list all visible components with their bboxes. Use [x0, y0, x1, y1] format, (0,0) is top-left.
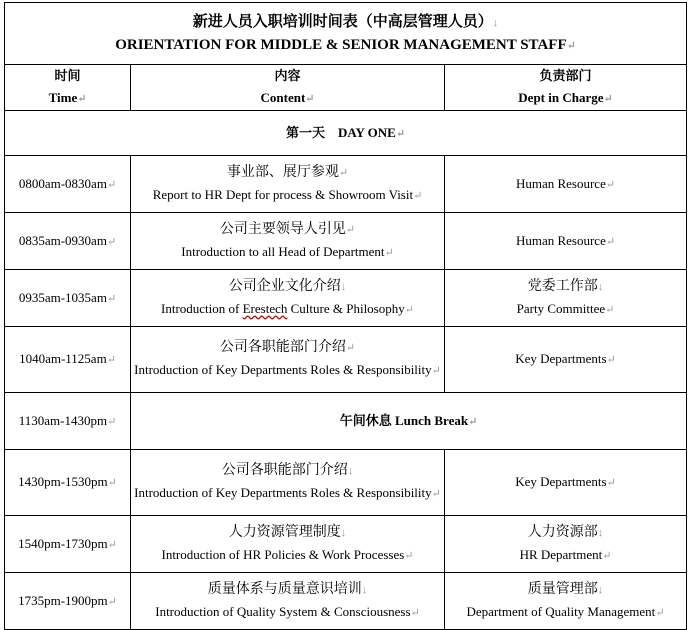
dept-cell: Key Departments↵	[445, 450, 687, 516]
table-row	[5, 573, 687, 630]
time-cell: 0835am-0930am↵	[5, 213, 131, 270]
dept-cell: 党委工作部↓ Party Committee↵	[445, 270, 687, 327]
content-cell: 公司各职能部门介绍↵ Introduction of Key Departments Roles & Responsibility↵	[131, 327, 445, 393]
lunch-break-cell: 午间休息 Lunch Break↵	[131, 393, 687, 450]
table-row	[5, 270, 687, 327]
orientation-schedule-table	[4, 2, 687, 630]
title-zh: 新进人员入职培训时间表（中高层管理人员）	[192, 13, 493, 30]
table-row	[5, 156, 687, 213]
time-cell: 1040am-1125am↵	[5, 327, 131, 393]
title-row	[5, 3, 687, 65]
spellcheck-word: Erestech	[242, 300, 288, 316]
table-row	[5, 450, 687, 516]
dept-cell: Key Departments↵	[445, 327, 687, 393]
table-row	[5, 213, 687, 270]
dept-cell: Human Resource↵	[445, 156, 687, 213]
content-cell: 公司主要领导人引见↵ Introduction to all Head of Department↵	[131, 213, 445, 270]
time-cell: 1540pm-1730pm↵	[5, 516, 131, 573]
header-content: 内容 Content↵	[131, 65, 445, 111]
time-cell: 1735pm-1900pm↵	[5, 573, 131, 630]
day-one-heading: 第一天 DAY ONE↵	[5, 111, 687, 156]
table-row	[5, 327, 687, 393]
dept-cell: 人力资源部↓ HR Department↵	[445, 516, 687, 573]
content-cell: 质量体系与质量意识培训↓ Introduction of Quality System & Consciousness↵	[131, 573, 445, 630]
time-cell: 1130am-1430pm↵	[5, 393, 131, 450]
header-dept: 负责部门 Dept in Charge↵	[445, 65, 687, 111]
day-one-row	[5, 111, 687, 156]
time-cell: 0800am-0830am↵	[5, 156, 131, 213]
title-en: ORIENTATION FOR MIDDLE & SENIOR MANAGEMENT STAFF	[115, 36, 567, 53]
dept-cell: Human Resource↵	[445, 213, 687, 270]
header-row	[5, 65, 687, 111]
table-row	[5, 516, 687, 573]
content-cell: 公司各职能部门介绍↓ Introduction of Key Departments Roles & Responsibility↵	[131, 450, 445, 516]
time-cell: 0935am-1035am↵	[5, 270, 131, 327]
content-cell: 事业部、展厅参观↵ Report to HR Dept for process & Showroom Visit↵	[131, 156, 445, 213]
dept-cell: 质量管理部↓ Department of Quality Management↵	[445, 573, 687, 630]
lunch-break-row	[5, 393, 687, 450]
content-cell: 公司企业文化介绍↓ Introduction of Erestech Culture & Philosophy↵	[131, 270, 445, 327]
header-time: 时间 Time↵	[5, 65, 131, 111]
content-cell: 人力资源管理制度↓ Introduction of HR Policies & Work Processes↵	[131, 516, 445, 573]
time-cell: 1430pm-1530pm↵	[5, 450, 131, 516]
title-cell: 新进人员入职培训时间表（中高层管理人员）↓ ORIENTATION FOR MIDDLE & SENIOR MANAGEMENT STAFF↵	[5, 3, 687, 65]
